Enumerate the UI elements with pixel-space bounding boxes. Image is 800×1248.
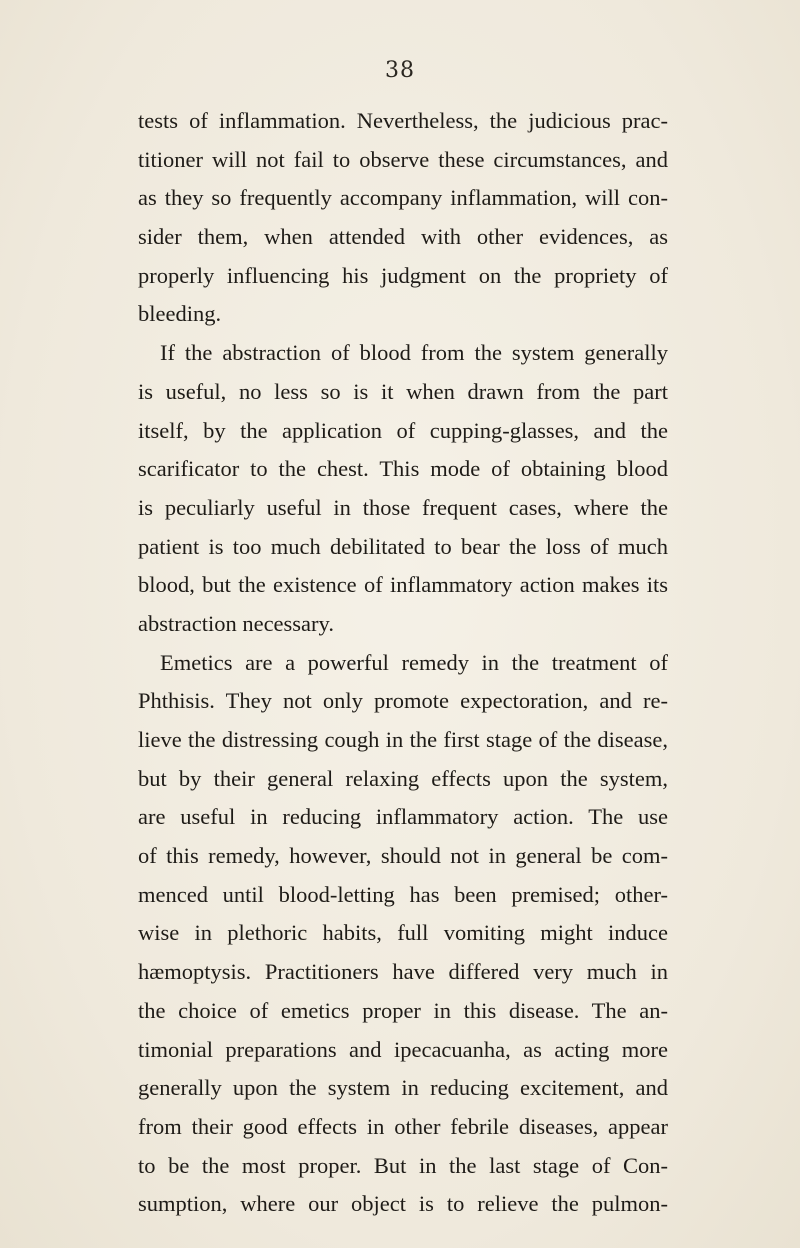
text-line: generally upon the system in reducing excitement, and <box>138 1075 668 1101</box>
text-line: is useful, no less so is it when drawn from the part <box>138 378 668 404</box>
text-line: of this remedy, however, should not in general be com- <box>138 843 668 869</box>
text-line: menced until blood-letting has been premised; other- <box>138 881 668 907</box>
text-line: to be the most proper. But in the last stage of Con- <box>138 1152 668 1178</box>
text-line: blood, but the existence of inflammatory action makes its <box>138 572 668 598</box>
body-text <box>138 102 668 1224</box>
text-line: bleeding. <box>138 301 222 327</box>
text-line: is peculiarly useful in those frequent cases, where the <box>138 494 668 520</box>
text-line: wise in plethoric habits, full vomiting might induce <box>138 920 668 946</box>
text-line: itself, by the application of cupping-glasses, and the <box>138 417 668 443</box>
text-line: but by their general relaxing effects upon the system, <box>138 765 668 791</box>
text-line: as they so frequently accompany inflammation, will con- <box>138 185 668 211</box>
text-line: Phthisis. They not only promote expectoration, and re- <box>138 688 668 714</box>
text-line: from their good effects in other febrile diseases, appear <box>138 1113 668 1139</box>
page-number: 38 <box>385 58 415 83</box>
text-line: patient is too much debilitated to bear the loss of much <box>138 533 668 559</box>
text-line: are useful in reducing inflammatory action. The use <box>138 804 668 830</box>
text-line: sider them, when attended with other evidences, as <box>138 224 668 250</box>
text-line: If the abstraction of blood from the system generally <box>160 340 668 366</box>
text-line: Emetics are a powerful remedy in the treatment of <box>160 649 668 675</box>
text-line: properly influencing his judgment on the propriety of <box>138 262 668 288</box>
text-line: scarificator to the chest. This mode of obtaining blood <box>138 456 668 482</box>
text-line: abstraction necessary. <box>138 610 334 636</box>
text-line: tests of inflammation. Nevertheless, the judicious prac- <box>138 108 668 133</box>
text-line: sumption, where our object is to relieve the pulmon- <box>138 1191 668 1217</box>
text-line: titioner will not fail to observe these circumstances, and <box>138 146 668 172</box>
text-line: hæmoptysis. Practitioners have differed very much in <box>138 959 668 985</box>
text-line: lieve the distressing cough in the first stage of the disease, <box>138 727 668 752</box>
text-line: the choice of emetics proper in this disease. The an- <box>138 997 668 1023</box>
text-line: timonial preparations and ipecacuanha, as acting more <box>138 1036 668 1062</box>
